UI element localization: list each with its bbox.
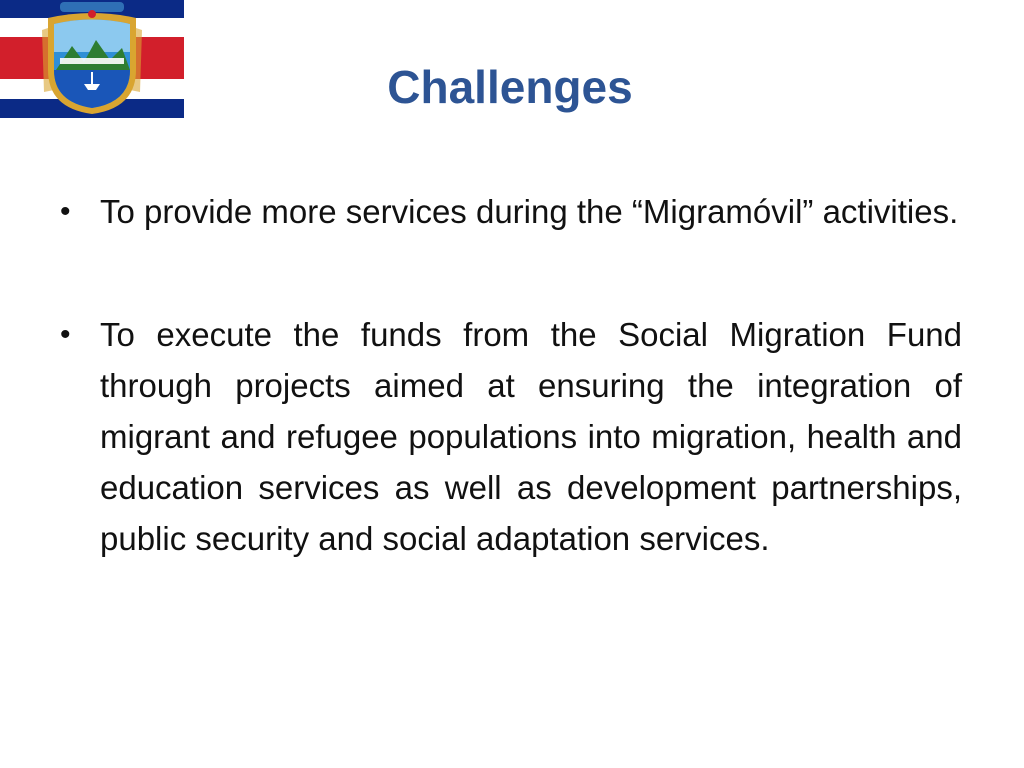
slide-title: Challenges [387, 61, 633, 113]
bullet-item [58, 309, 962, 564]
bullet-list [58, 186, 962, 564]
costa-rica-flag-icon [0, 0, 184, 118]
bullet-marker: • [60, 318, 71, 351]
bullet-text: To provide more services during the “Migramóvil” activities. [100, 193, 959, 230]
coat-of-arms-icon [42, 2, 142, 114]
bullet-marker: • [60, 195, 71, 228]
bullet-text: To execute the funds from the Social Migration Fund through projects aimed at ensuring the integration of migrant and refugee populations into migration, health and education services as well as development partnerships, public security and social adaptation services. [100, 316, 962, 557]
bullet-item [58, 186, 962, 237]
